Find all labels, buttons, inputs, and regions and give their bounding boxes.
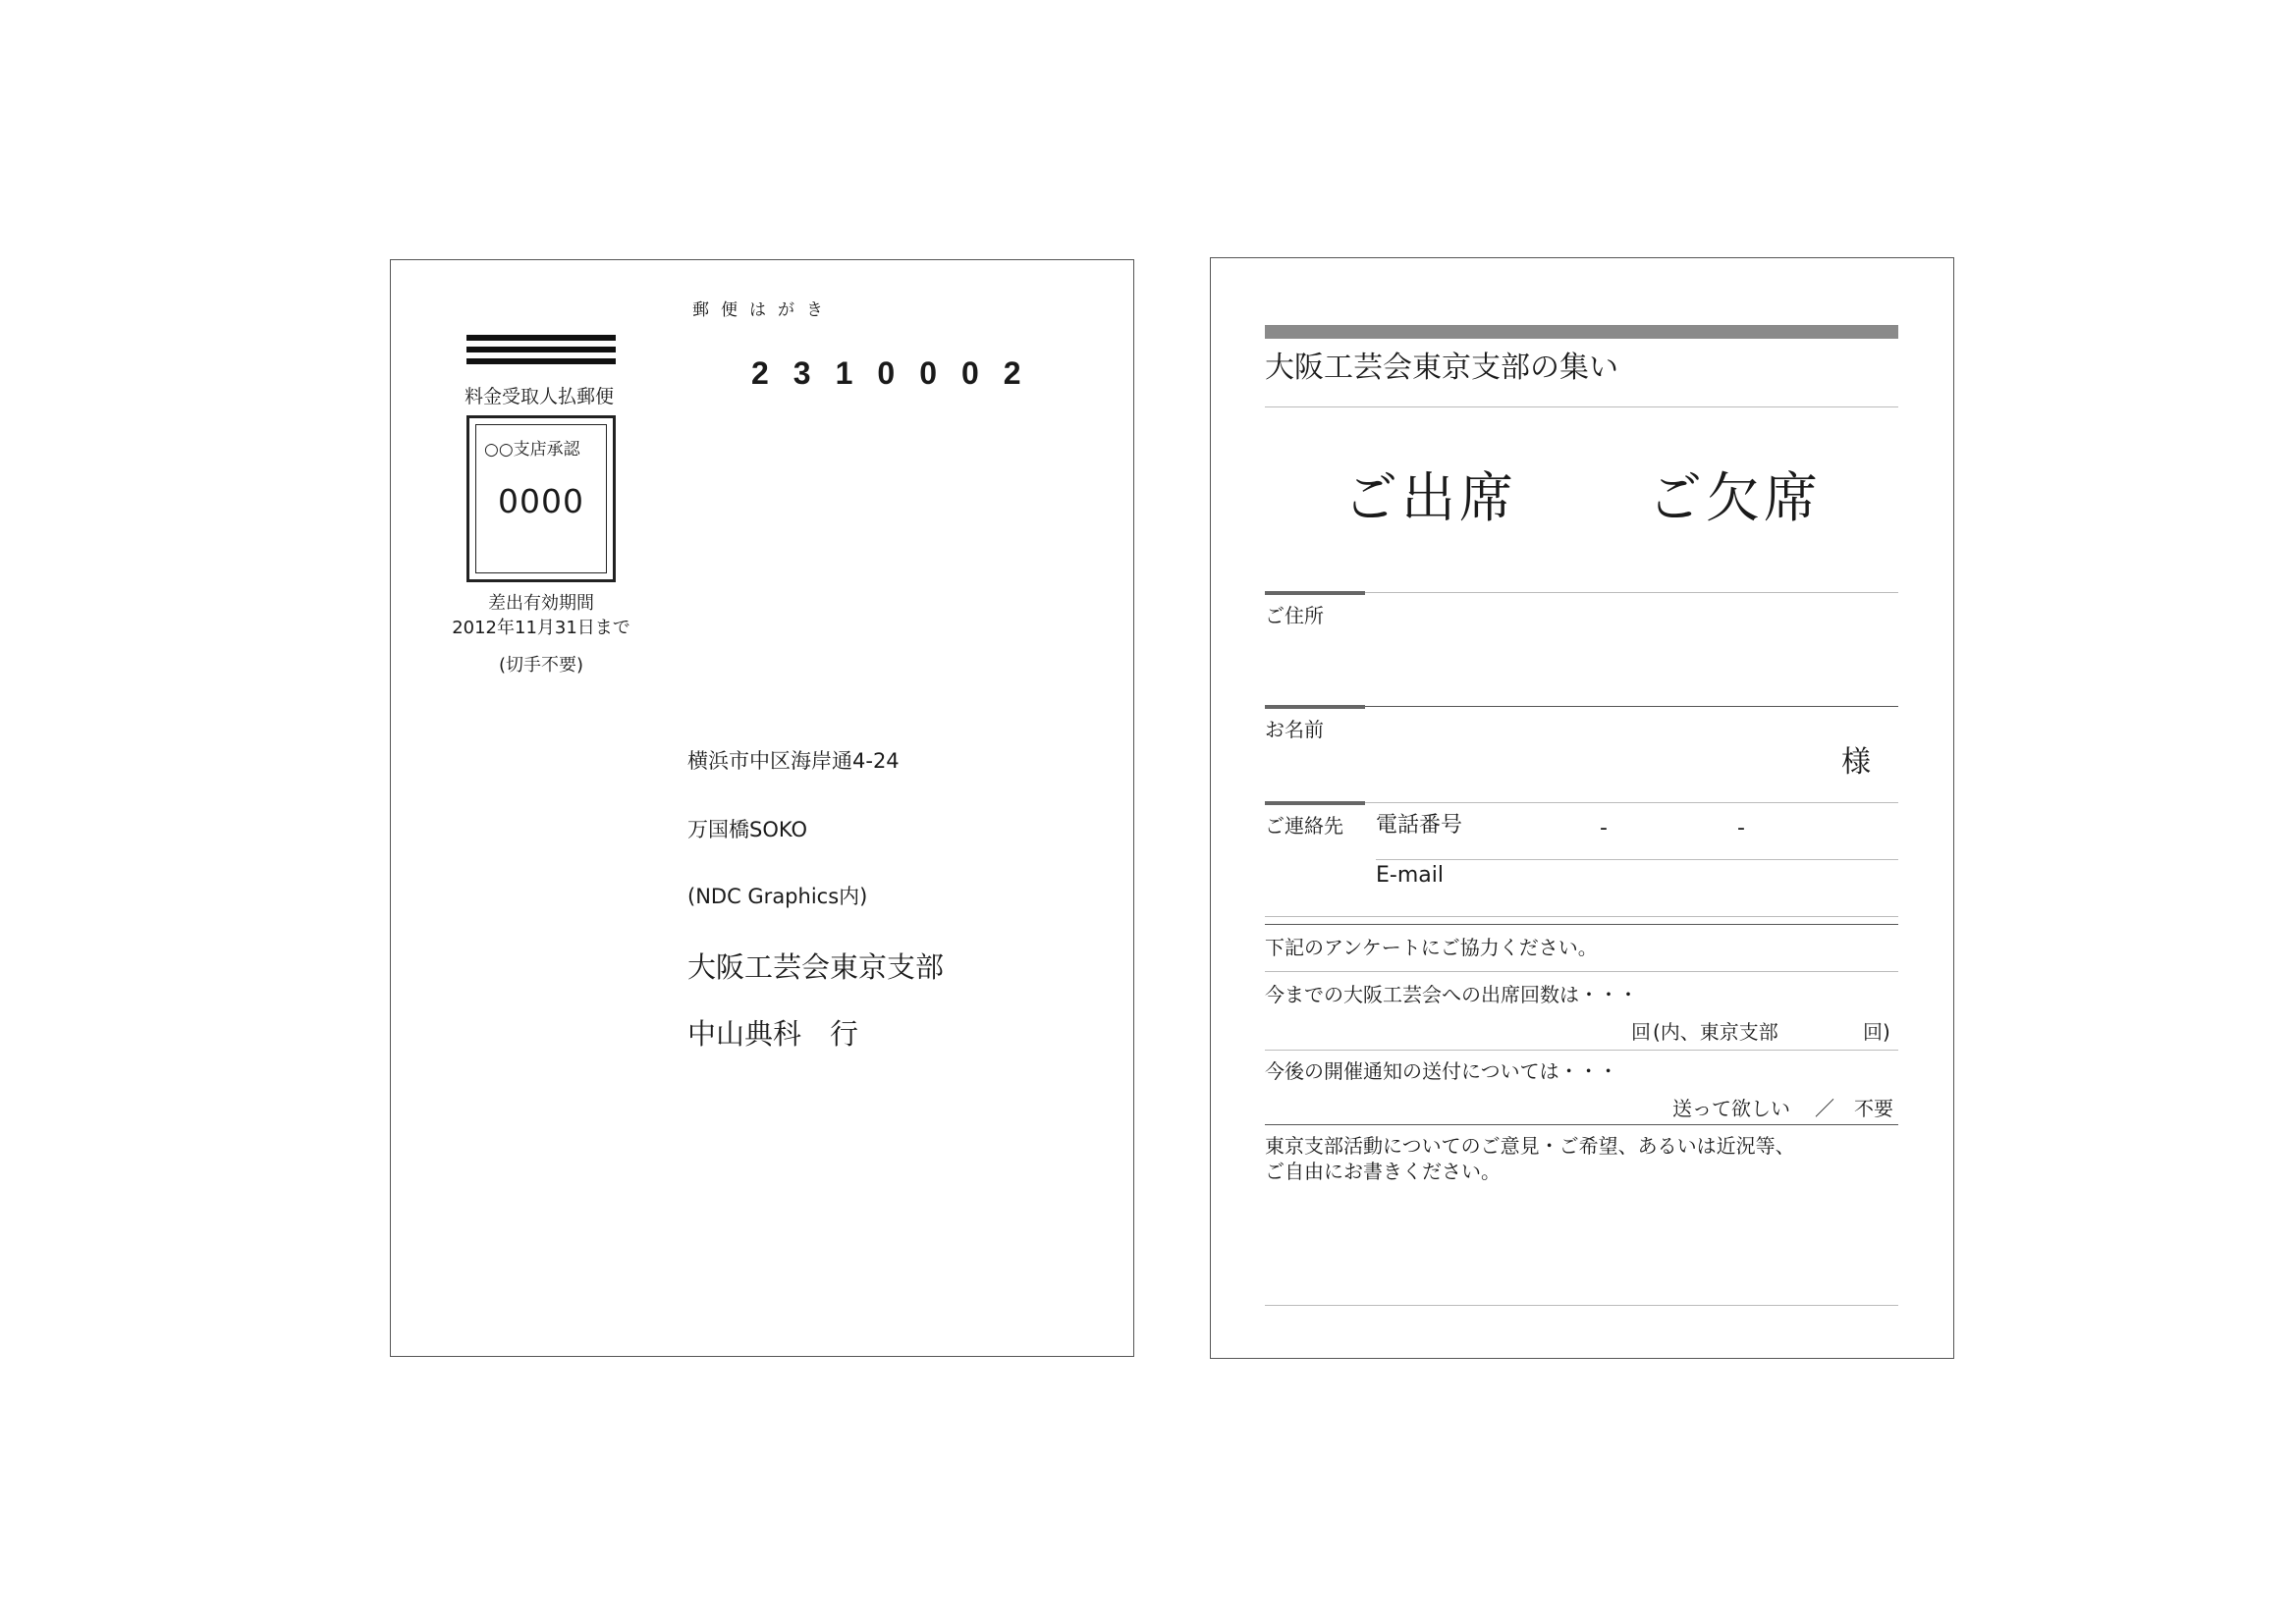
- validity-line2: 2012年11月31日まで: [452, 618, 630, 638]
- question-2: 今後の開催通知の送付については・・・: [1265, 1059, 1618, 1083]
- honorific: 様: [1841, 745, 1871, 780]
- q1-tokyo-label: (内、東京支部: [1653, 1020, 1778, 1044]
- q1-count-unit: 回: [1631, 1020, 1651, 1044]
- postcard-front: [390, 259, 1134, 1357]
- contact-label: ご連絡先: [1265, 814, 1343, 838]
- divider: [1376, 859, 1898, 860]
- header-bar: [1265, 325, 1898, 339]
- permit-box: [466, 415, 616, 582]
- question-3-line1: 東京支部活動についてのご意見・ご希望、あるいは近況等、: [1265, 1134, 1795, 1158]
- validity-line1: 差出有効期間: [488, 593, 594, 614]
- attend-option[interactable]: ご出席: [1343, 466, 1518, 529]
- email-label: E-mail: [1376, 863, 1444, 888]
- q2-yes-option[interactable]: 送って欲しい: [1672, 1097, 1790, 1120]
- divider: [1265, 1124, 1898, 1125]
- phone-label: 電話番号: [1376, 813, 1463, 838]
- address-line3: (NDC Graphics内): [687, 885, 868, 908]
- question-1: 今までの大阪工芸会への出席回数は・・・: [1265, 983, 1638, 1006]
- postage-bars: [466, 335, 616, 370]
- section-tab: [1265, 801, 1365, 805]
- event-title: 大阪工芸会東京支部の集い: [1265, 351, 1618, 385]
- divider: [1265, 1305, 1898, 1306]
- survey-intro: 下記のアンケートにご協力ください。: [1265, 936, 1598, 959]
- q1-tokyo-unit: 回): [1863, 1020, 1890, 1044]
- no-stamp-note: (切手不要): [498, 655, 584, 676]
- permit-number: 0000: [498, 482, 584, 520]
- address-label: ご住所: [1265, 604, 1324, 627]
- phone-separator: -: [1737, 816, 1745, 840]
- q2-separator: ／: [1815, 1097, 1834, 1120]
- address-line1: 横浜市中区海岸通4-24: [687, 749, 900, 773]
- address-line2: 万国橋SOKO: [687, 818, 808, 841]
- q2-no-option[interactable]: 不要: [1854, 1097, 1893, 1120]
- validity-period: [430, 591, 652, 640]
- card-type-label: 郵便はがき: [692, 300, 835, 320]
- divider: [1265, 406, 1898, 407]
- divider: [1265, 924, 1898, 925]
- recipient-name: 中山典科 行: [687, 1017, 859, 1051]
- name-label: お名前: [1265, 718, 1324, 741]
- postal-code: 2310002: [751, 355, 1046, 391]
- permit-branch: ○○支店承認: [484, 440, 580, 460]
- postcard-back: [1210, 257, 1954, 1359]
- section-tab: [1265, 591, 1365, 595]
- divider: [1265, 1050, 1898, 1051]
- divider: [1265, 971, 1898, 972]
- divider: [1265, 916, 1898, 917]
- recipient-org: 大阪工芸会東京支部: [687, 950, 945, 984]
- absent-option[interactable]: ご欠席: [1648, 466, 1823, 529]
- section-tab: [1265, 705, 1365, 709]
- phone-separator: -: [1600, 816, 1608, 840]
- question-3-line2: ご自由にお書きください。: [1265, 1160, 1501, 1183]
- postage-type-label: 料金受取人払郵便: [465, 386, 615, 407]
